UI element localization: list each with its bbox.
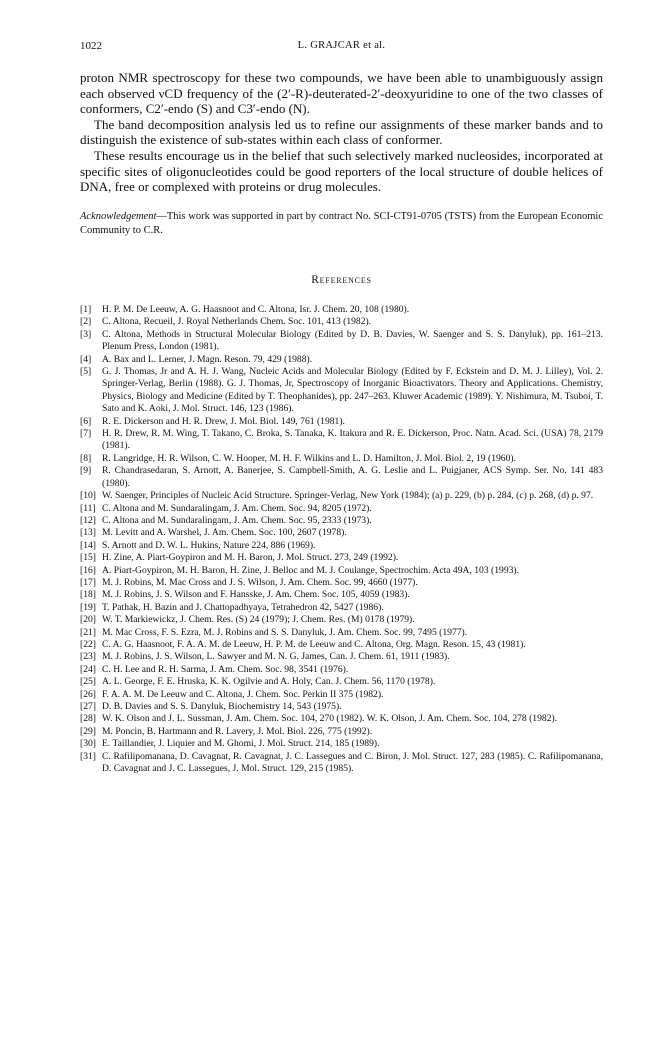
reference-text: C. Altona, Recueil, J. Royal Netherlands Chem. Soc. 101, 413 (1982). [102, 316, 372, 328]
reference-number: [12] [80, 514, 96, 526]
reference-text: R. E. Dickerson and H. R. Drew, J. Mol. Biol. 149, 761 (1981). [102, 415, 345, 427]
reference-text: M. J. Robins, J. S. Wilson and F. Hansske, J. Am. Chem. Soc. 105, 4059 (1983). [102, 589, 410, 601]
reference-text: M. Mac Cross, F. S. Ezra, M. J. Robins and S. S. Danyluk, J. Am. Chem. Soc. 99, 7495 (1977). [102, 626, 468, 638]
reference-text: C. Altona and M. Sundaralingam, J. Am. Chem. Soc. 95, 2333 (1973). [102, 514, 372, 526]
reference-number: [22] [80, 638, 96, 650]
reference-text: F. A. A. M. De Leeuw and C. Altona, J. Chem. Soc. Perkin II 375 (1982). [102, 688, 384, 700]
reference-item [80, 589, 603, 601]
reference-number: [19] [80, 601, 96, 613]
reference-text: M. Poncin, B. Hartmann and R. Lavery, J. Mol. Biol. 226, 775 (1992). [102, 725, 373, 737]
reference-number: [31] [80, 750, 96, 762]
reference-item [80, 503, 603, 515]
reference-item [80, 416, 603, 428]
reference-number: [16] [80, 564, 96, 576]
reference-number: [7] [80, 428, 92, 440]
reference-text: H. Zine, A. Piart-Goypiron and M. H. Baron, J. Mol. Struct. 273, 249 (1992). [102, 552, 399, 564]
reference-text: A. L. George, F. E. Hruska, K. K. Ogilvie and A. Holy, Can. J. Chem. 56, 1170 (1978). [102, 676, 436, 688]
reference-item [80, 713, 603, 725]
reference-number: [14] [80, 539, 96, 551]
reference-text: M. J. Robins, J. S. Wilson, L. Sawyer and M. N. G. James, Can. J. Chem. 61, 1911 (1983). [102, 651, 450, 663]
reference-number: [11] [80, 502, 96, 514]
reference-number: [4] [80, 353, 92, 365]
running-head: L. GRAJCAR et al. [297, 40, 386, 51]
reference-number: [24] [80, 663, 96, 675]
reference-list [80, 304, 603, 775]
reference-number: [5] [80, 366, 92, 378]
reference-text: M. J. Robins, M. Mac Cross and J. S. Wilson, J. Am. Chem. Soc. 99, 4660 (1977). [102, 576, 418, 588]
reference-number: [26] [80, 688, 96, 700]
reference-number: [8] [80, 452, 92, 464]
reference-number: [18] [80, 589, 96, 601]
reference-text: W. T. Markiewickz, J. Chem. Res. (S) 24 (1979); J. Chem. Res. (M) 0178 (1979). [102, 614, 415, 626]
page-number: 1022 [80, 40, 102, 52]
reference-text: S. Arnott and D. W. L. Hukins, Nature 224, 886 (1969). [102, 539, 316, 551]
reference-text: A. Bax and L. Lerner, J. Magn. Reson. 79, 429 (1988). [102, 353, 313, 365]
reference-item [80, 552, 603, 564]
reference-number: [21] [80, 626, 96, 638]
reference-item [80, 676, 603, 688]
reference-item [80, 366, 603, 416]
reference-number: [23] [80, 651, 96, 663]
reference-text: R. Langridge, H. R. Wilson, C. W. Hooper, M. H. F. Wilkins and L. D. Hamilton, J. Mol. Biol. 2, 19 (1960). [102, 452, 516, 464]
reference-text: R. Chandrasedaran, S. Arnott, A. Banerjee, S. Campbell-Smith, A. G. Leslie and L. Puigjaner, ACS Symp. Ser. No. 141 483 (1980). [102, 465, 603, 489]
reference-text: E. Taillandier, J. Liquier and M. Ghomi, J. Mol. Struct. 214, 185 (1989). [102, 738, 380, 750]
reference-item [80, 639, 603, 651]
reference-number: [28] [80, 713, 96, 725]
reference-text: C. H. Lee and R. H. Sarma, J. Am. Chem. Soc. 98, 3541 (1976). [102, 663, 349, 675]
reference-number: [2] [80, 316, 92, 328]
body-paragraph: These results encourage us in the belief that such selectively marked nucleosides, incorporated at specific sites of oligonucleotides could be good reporters of the local structure of double helices of DNA, free or complexed with proteins or drug molecules. [80, 147, 603, 195]
reference-number: [1] [80, 304, 92, 315]
reference-item [80, 565, 603, 577]
reference-text: C. A. G. Haasnoot, F. A. A. M. de Leeuw, H. P. M. de Leeuw and C. Altona, Org. Magn. Reson. 15, 43 (1981). [102, 638, 526, 650]
body-text [80, 70, 603, 195]
reference-item [80, 602, 603, 614]
reference-text: D. B. Davies and S. S. Danyluk, Biochemistry 14, 543 (1975). [102, 701, 342, 712]
reference-text: C. Rafilipomanana, D. Cavagnat, R. Cavagnat, J. C. Lassegues and C. Biron, J. Mol. Struct. 127, 283 (1985). C. Rafilipomanana, D. Cavagnat and J. C. Lassegues, J. Mol. Struct. 129, 215 (1985). [102, 750, 603, 775]
reference-text: G. J. Thomas, Jr and A. H. J. Wang, Nucleic Acids and Molecular Biology (Edited by F. Eckstein and D. M. J. Lilley), Vol. 2. Springer-Verlag, Berlin (1988). G. J. Thomas, Jr, Spectroscopy of Inorganic Bioactivators. Theory and Applications. Chemistry, Physics, Biology and Medicine (Edited by T. Theophanides), pp. 247–263. Kluwer Academic (1989). Y. Nishimura, M. Tsuboi, T. Sato and K. Aoki, J. Mol. Struct. 146, 123 (1986). [102, 366, 603, 415]
reference-text: C. Altona, Methods in Structural Molecular Biology (Edited by D. B. Davies, W. Saenger and S. S. Danyluk), pp. 161–213. Plenum Press, London (1981). [102, 328, 603, 353]
acknowledgement-label: Acknowledgement [80, 211, 157, 222]
reference-item [80, 527, 603, 539]
reference-text: A. Piart-Goypiron, M. H. Baron, H. Zine, J. Belloc and M. J. Coulange, Spectrochim. Acta 49A, 103 (1993). [102, 564, 519, 576]
reference-item [80, 701, 603, 713]
reference-number: [29] [80, 725, 96, 737]
reference-item [80, 689, 603, 701]
reference-number: [15] [80, 552, 96, 564]
reference-number: [17] [80, 576, 96, 588]
reference-text: W. Saenger, Principles of Nucleic Acid Structure. Springer-Verlag, New York (1984); (a) p. 229, (b) p. 284, (c) p. 268, (d) p. 97. [102, 490, 594, 502]
reference-item [80, 428, 603, 453]
reference-number: [20] [80, 614, 96, 626]
reference-item [80, 577, 603, 589]
reference-item [80, 453, 603, 465]
reference-number: [30] [80, 738, 96, 750]
reference-number: [9] [80, 465, 92, 477]
reference-item [80, 540, 603, 552]
reference-text: T. Pathak, H. Bazin and J. Chattopadhyaya, Tetrahedron 42, 5427 (1986). [102, 601, 384, 613]
reference-item [80, 329, 603, 354]
reference-item [80, 738, 603, 750]
reference-number: [10] [80, 490, 96, 502]
reference-text: H. P. M. De Leeuw, A. G. Haasnoot and C. Altona, Isr. J. Chem. 20, 108 (1980). [102, 304, 410, 315]
reference-item [80, 304, 603, 316]
reference-item [80, 465, 603, 490]
acknowledgement-text: —This work was supported in part by contract No. SCI-CT91-0705 (TSTS) from the European Economic Community to C.R. [80, 211, 603, 236]
reference-number: [27] [80, 701, 96, 712]
page-header [80, 40, 603, 56]
reference-item [80, 614, 603, 626]
body-paragraph: The band decomposition analysis led us to refine our assignments of these marker bands and to distinguish the existence of sub-states within each class of conformer. [80, 116, 603, 148]
reference-number: [6] [80, 415, 92, 427]
reference-item [80, 354, 603, 366]
references-heading: References [311, 274, 372, 286]
reference-item [80, 316, 603, 328]
reference-item [80, 751, 603, 776]
reference-text: W. K. Olson and J. L. Sussman, J. Am. Chem. Soc. 104, 270 (1982). W. K. Olson, J. Am. Chem. Soc. 104, 278 (1982). [102, 713, 558, 725]
reference-text: M. Levitt and A. Warshel, J. Am. Chem. Soc. 100, 2607 (1978). [102, 527, 347, 539]
reference-item [80, 664, 603, 676]
reference-item [80, 490, 603, 502]
reference-item [80, 627, 603, 639]
body-paragraph: proton NMR spectroscopy for these two compounds, we have been able to unambiguously assign each observed νCD frequency of the (2′-R)-deuterated-2′-deoxyuridine to one of the two classes of conformers, C2′-endo (S) and C3′-endo (N). [80, 70, 603, 117]
reference-text: C. Altona and M. Sundaralingam, J. Am. Chem. Soc. 94, 8205 (1972). [102, 502, 372, 514]
reference-item [80, 651, 603, 663]
reference-item [80, 726, 603, 738]
reference-number: [13] [80, 527, 96, 539]
acknowledgement [80, 210, 603, 237]
reference-number: [3] [80, 328, 92, 340]
reference-number: [25] [80, 676, 96, 688]
reference-item [80, 515, 603, 527]
reference-text: H. R. Drew, R. M. Wing, T. Takano, C. Broka, S. Tanaka, K. Itakura and R. E. Dickerson, Proc. Natn. Acad. Sci. (USA) 78, 2179 (1981). [102, 428, 603, 452]
